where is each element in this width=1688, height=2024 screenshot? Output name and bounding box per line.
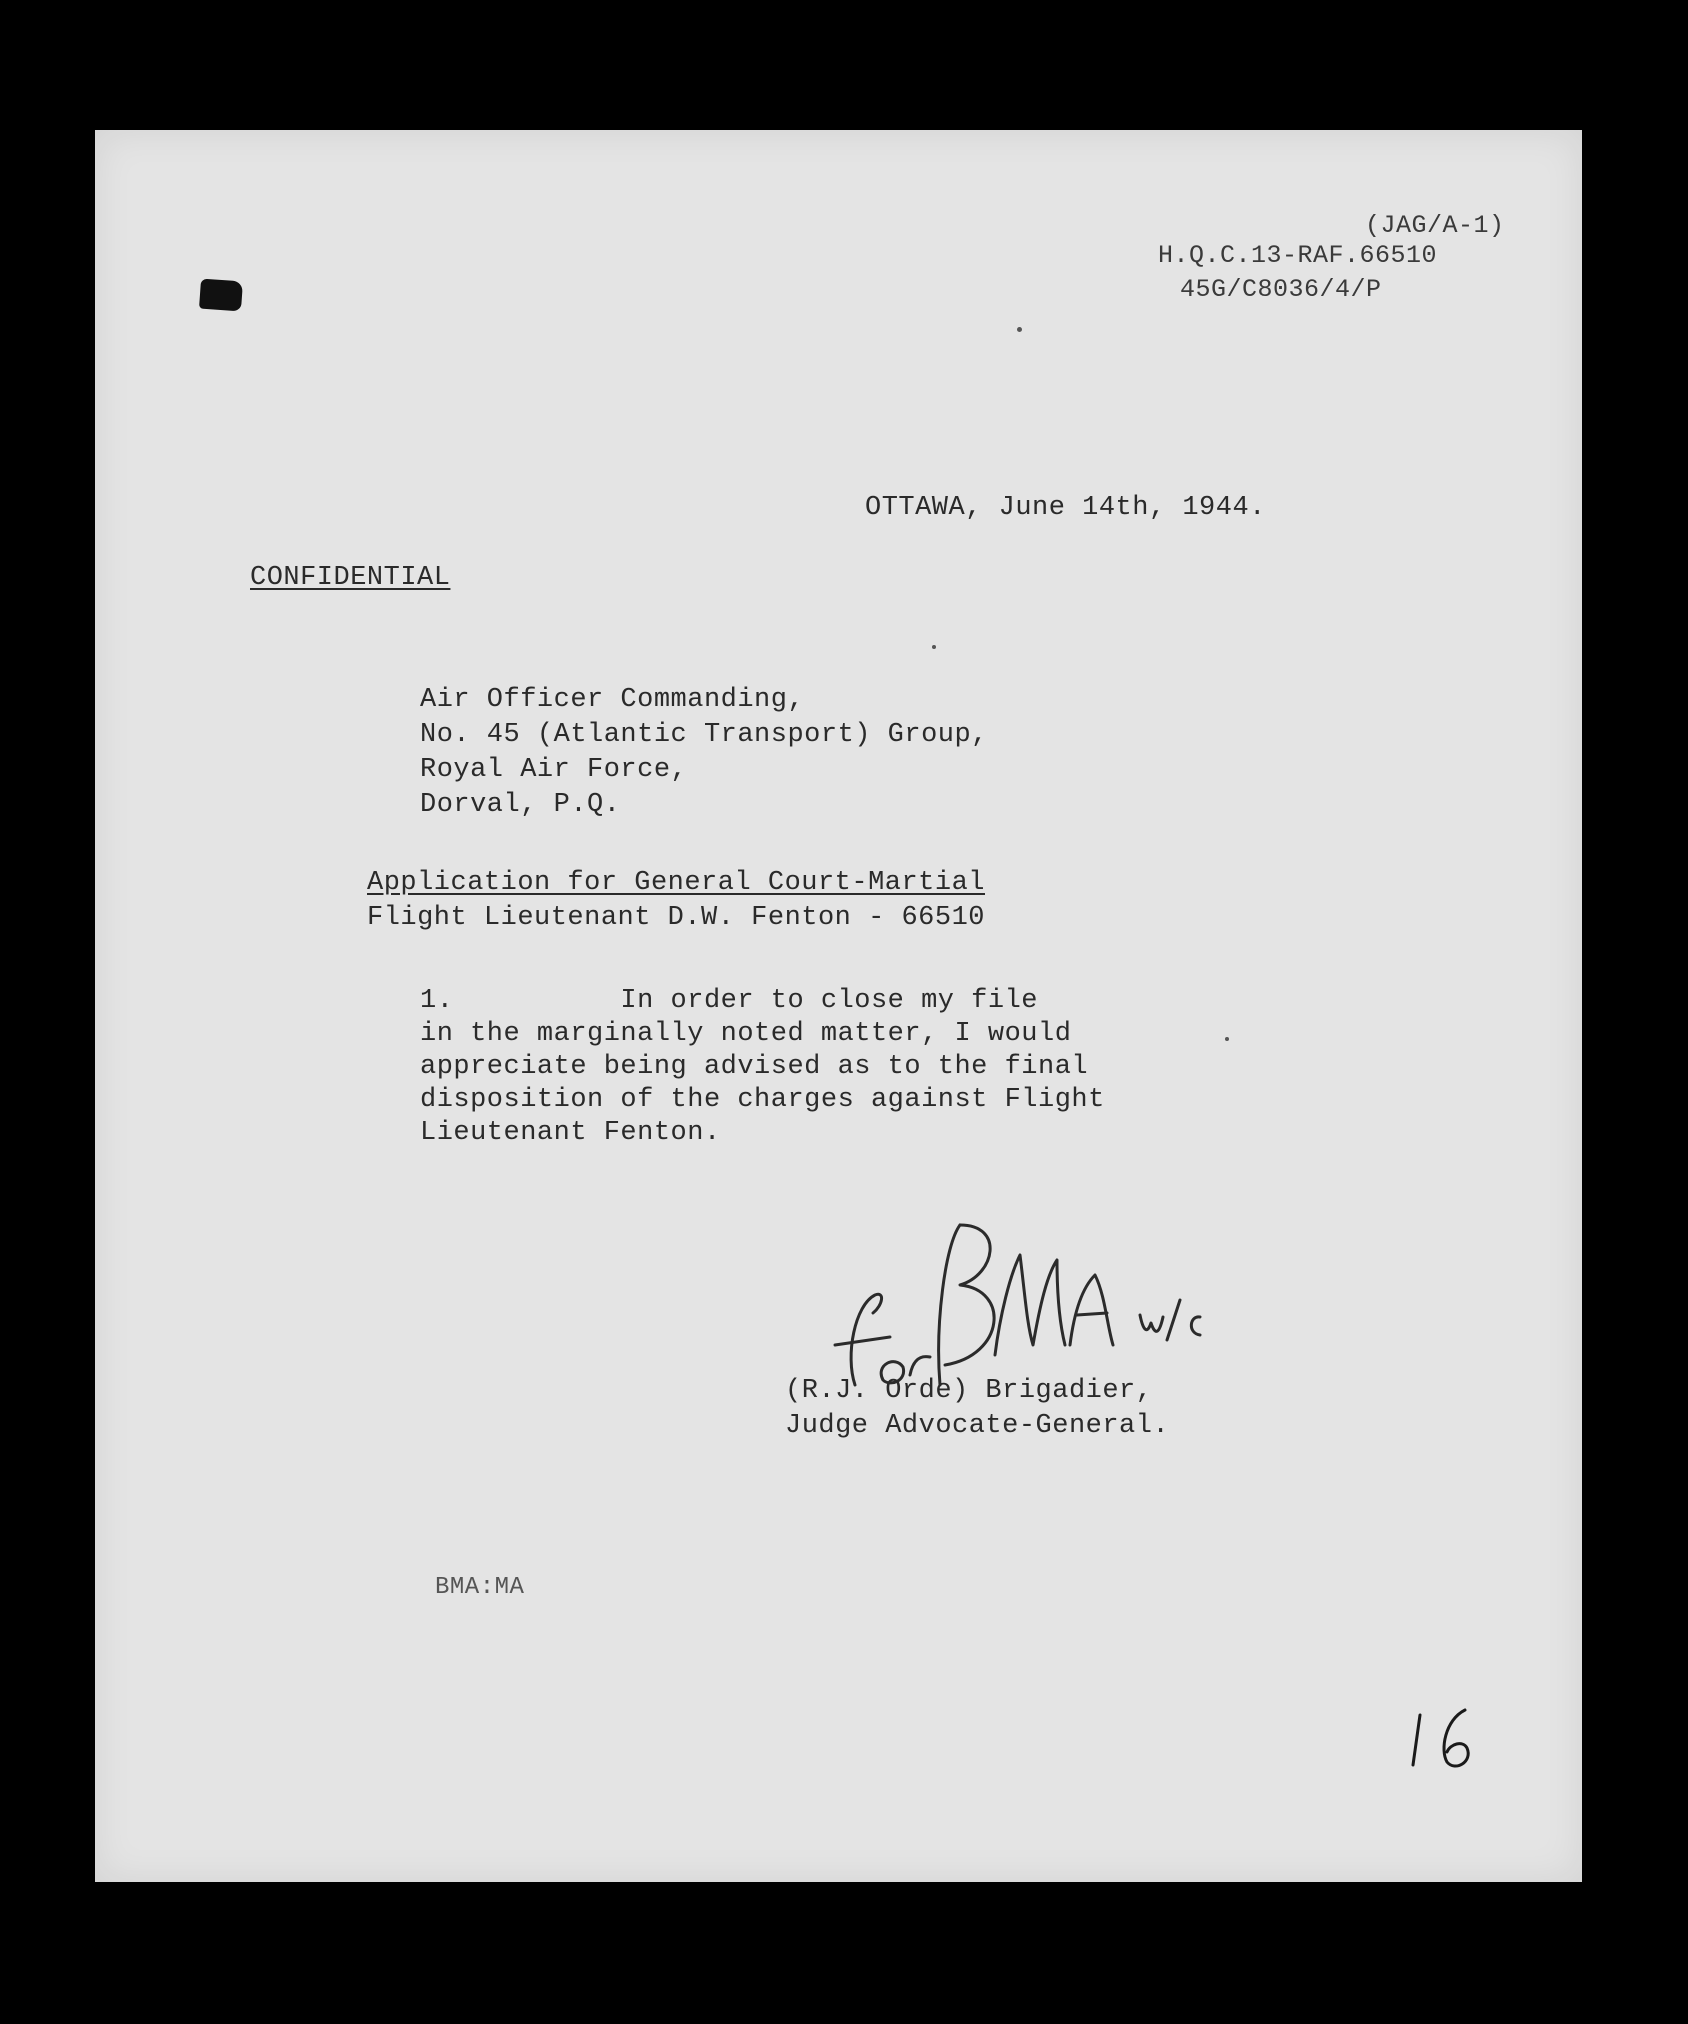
reference-line-3: 45G/C8036/4/P bbox=[1180, 275, 1382, 304]
body-line-3: appreciate being advised as to the final bbox=[420, 1052, 1089, 1082]
addressee-line-2: No. 45 (Atlantic Transport) Group, bbox=[420, 720, 988, 750]
body-line-1: 1. In order to close my file bbox=[420, 986, 1038, 1016]
reference-line-1: (JAG/A-1) bbox=[1365, 211, 1505, 240]
body-line-4: disposition of the charges against Flight bbox=[420, 1085, 1105, 1115]
speck bbox=[932, 645, 936, 649]
addressee-line-4: Dorval, P.Q. bbox=[420, 790, 621, 820]
speck bbox=[1225, 1037, 1229, 1041]
body-line-5: Lieutenant Fenton. bbox=[420, 1118, 721, 1148]
reference-line-2: H.Q.C.13-RAF.66510 bbox=[1158, 241, 1438, 270]
speck bbox=[1017, 327, 1022, 332]
ink-blot bbox=[199, 279, 243, 312]
signatory-name: (R.J. Orde) Brigadier, bbox=[785, 1376, 1153, 1406]
subject-line-1: Application for General Court-Martial bbox=[367, 868, 985, 898]
subject-line-2: Flight Lieutenant D.W. Fenton - 66510 bbox=[367, 903, 985, 933]
dateline: OTTAWA, June 14th, 1944. bbox=[865, 493, 1266, 523]
signatory-title: Judge Advocate-General. bbox=[785, 1411, 1170, 1441]
document-page bbox=[95, 130, 1582, 1882]
classification-heading: CONFIDENTIAL bbox=[250, 563, 451, 593]
typist-initials: BMA:MA bbox=[435, 1574, 525, 1601]
addressee-line-1: Air Officer Commanding, bbox=[420, 685, 805, 715]
page-number-handwritten bbox=[1405, 1700, 1495, 1780]
body-line-2: in the marginally noted matter, I would bbox=[420, 1019, 1072, 1049]
addressee-line-3: Royal Air Force, bbox=[420, 755, 688, 785]
